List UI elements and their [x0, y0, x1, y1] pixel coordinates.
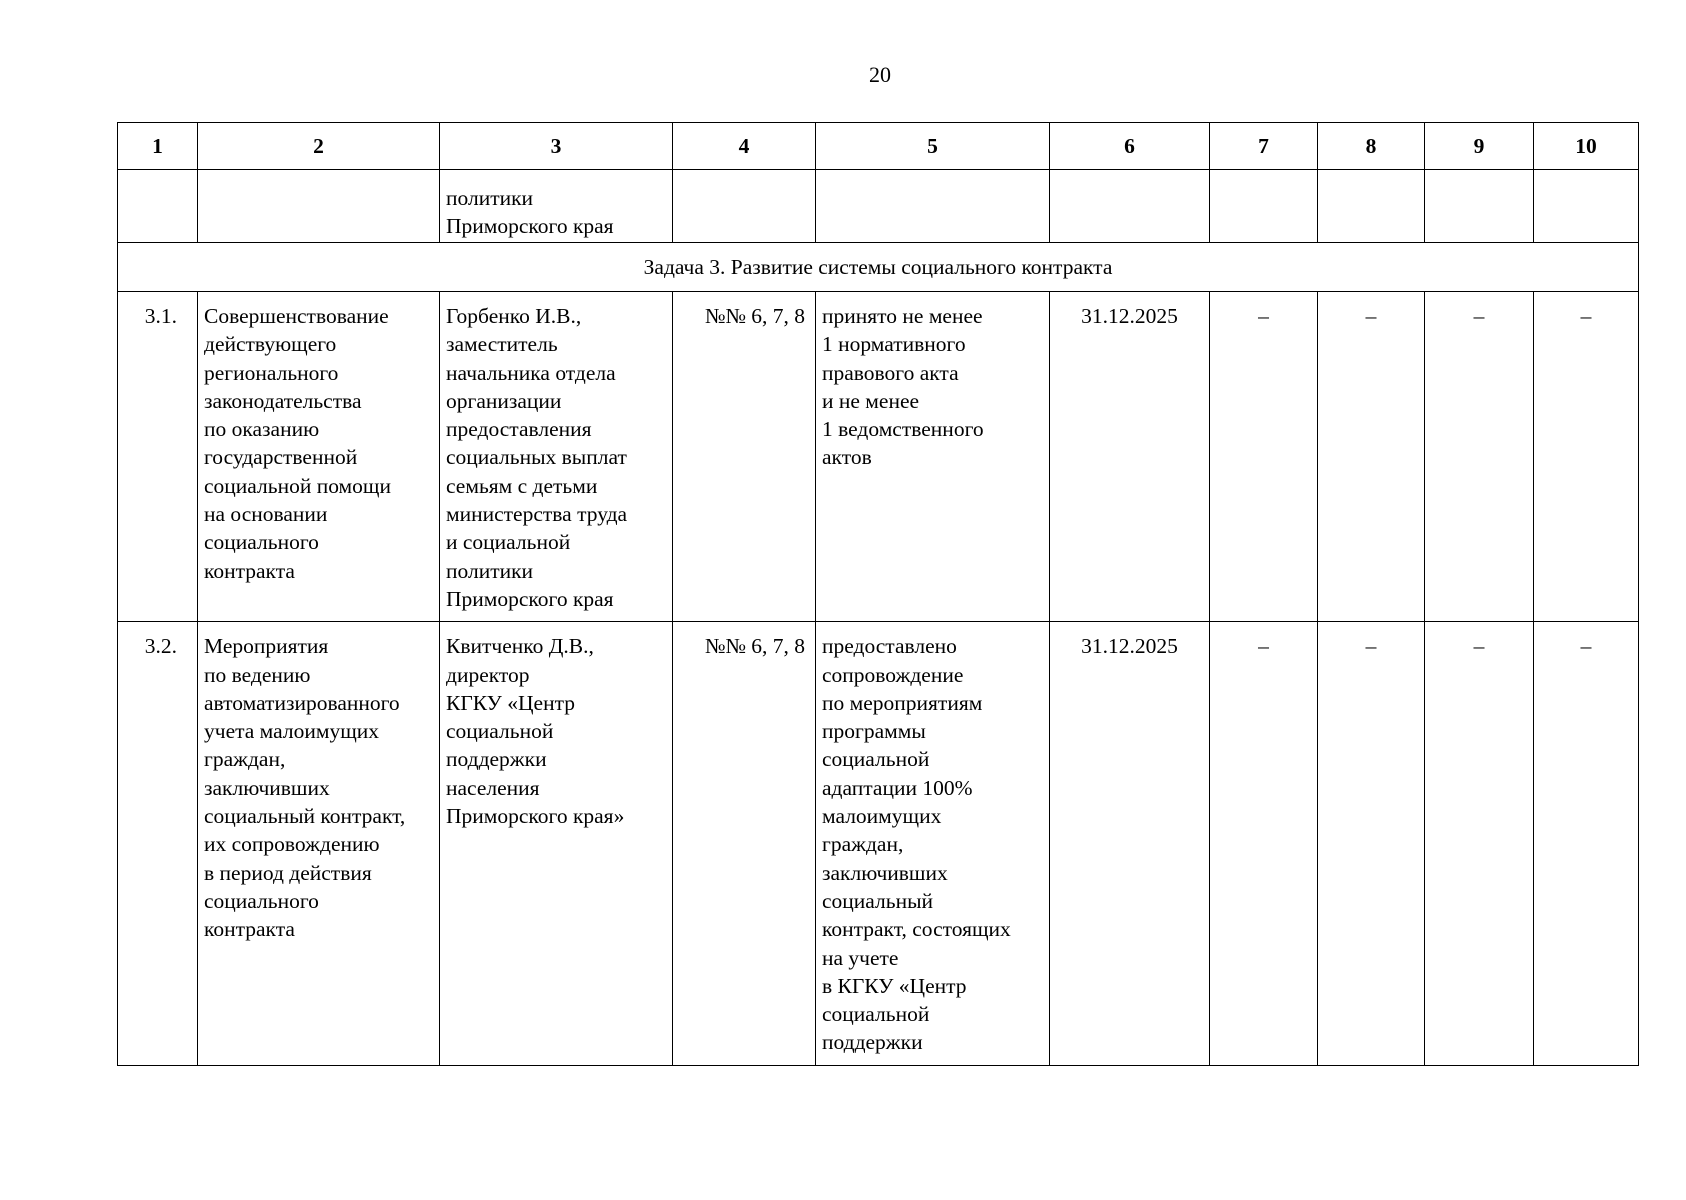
dash-cell: –	[1210, 292, 1318, 622]
dash-cell: –	[1210, 622, 1318, 1065]
task-header-row	[118, 243, 1639, 292]
event-cell: Мероприятия по ведению автоматизированного учета малоимущих граждан, заключивших социальный контракт, их сопровождению в период действия социального контракта	[198, 622, 440, 1065]
dash-cell: –	[1534, 622, 1639, 1065]
table-cell	[673, 170, 816, 243]
table-row	[118, 622, 1639, 1065]
responsible-cell: Горбенко И.В., заместитель начальника отдела организации предоставления социальных выплат семьям с детьми министерства труда и социальной политики Приморского края	[440, 292, 673, 622]
continuation-row	[118, 170, 1639, 243]
dash-cell: –	[1318, 292, 1425, 622]
dash-cell: –	[1425, 292, 1534, 622]
dash-cell: –	[1534, 292, 1639, 622]
column-header: 1	[118, 123, 198, 170]
column-header: 3	[440, 123, 673, 170]
responsible-cell: Квитченко Д.В., директор КГКУ «Центр социальной поддержки населения Приморского края»	[440, 622, 673, 1065]
indicators-cell: №№ 6, 7, 8	[673, 622, 816, 1065]
column-header: 10	[1534, 123, 1639, 170]
column-header: 7	[1210, 123, 1318, 170]
table-row	[118, 292, 1639, 622]
table-cell	[1210, 170, 1318, 243]
column-header: 9	[1425, 123, 1534, 170]
table-cell	[198, 170, 440, 243]
task-header: Задача 3. Развитие системы социального контракта	[118, 243, 1639, 292]
event-cell: Совершенствование действующего регионального законодательства по оказанию государственной социальной помощи на основании социального контракта	[198, 292, 440, 622]
column-header: 2	[198, 123, 440, 170]
dash-cell: –	[1425, 622, 1534, 1065]
indicators-cell: №№ 6, 7, 8	[673, 292, 816, 622]
row-number: 3.1.	[118, 292, 198, 622]
table-cell	[1050, 170, 1210, 243]
responsible-cell: политики Приморского края	[440, 170, 673, 243]
result-cell: предоставлено сопровождение по мероприятиям программы социальной адаптации 100% малоимущих граждан, заключивших социальный контракт, состоящих на учете в КГКУ «Центр социальной поддержки	[816, 622, 1050, 1065]
column-header: 6	[1050, 123, 1210, 170]
result-cell: принято не менее 1 нормативного правового акта и не менее 1 ведомственного актов	[816, 292, 1050, 622]
column-numbers-row	[118, 123, 1639, 170]
page-number: 20	[869, 62, 891, 87]
dash-cell: –	[1318, 622, 1425, 1065]
table-cell	[1534, 170, 1639, 243]
plan-table	[117, 122, 1639, 1066]
date-cell: 31.12.2025	[1050, 292, 1210, 622]
date-cell: 31.12.2025	[1050, 622, 1210, 1065]
column-header: 5	[816, 123, 1050, 170]
table-cell	[118, 170, 198, 243]
table-cell	[1318, 170, 1425, 243]
table-cell	[816, 170, 1050, 243]
column-header: 8	[1318, 123, 1425, 170]
table-cell	[1425, 170, 1534, 243]
column-header: 4	[673, 123, 816, 170]
row-number: 3.2.	[118, 622, 198, 1065]
